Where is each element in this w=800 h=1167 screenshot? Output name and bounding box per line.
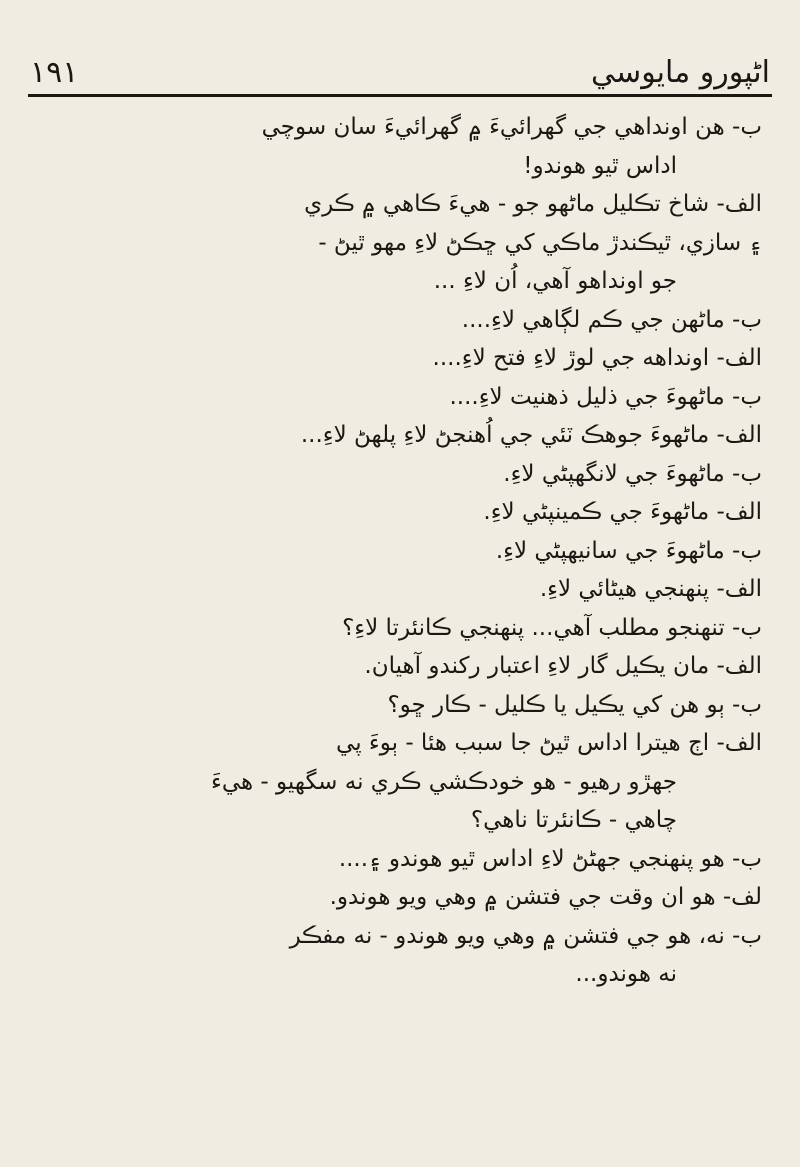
text-line: الف- پنهنجي هيڻائي لاءِ. (539, 576, 762, 602)
text-line: جهڙو رهيو - هو خودڪشي ڪري نه سگهيو - هيءَ (211, 768, 677, 795)
text-line: اداس ٿيو هوندو! (523, 152, 677, 179)
text-line: چاهي - ڪانئرتا ناهي؟ (470, 807, 677, 833)
text-line: ب- ماڻهن جي ڪم لڳاهي لاءِ.... (461, 306, 762, 333)
text-line: ب- نه، هو جي فتشن ۾ وهي ويو هوندو - نه مفڪر (289, 922, 762, 949)
text-line: الف- ماڻهوءَ جي ڪمينپڻي لاءِ. (483, 499, 762, 525)
text-line: ۽ سازي، ٿيڪندڙ ماڪي کي ڇڪڻ لاءِ مهو ٿيڻ - (318, 229, 762, 256)
text-line: ب- ماڻهوءَ جي سانيهپڻي لاءِ. (495, 537, 762, 564)
text-line: ب- ٻو هن کي يڪيل يا ڪليل - ڪار ڇو؟ (387, 691, 762, 718)
text-line: الف- مان يڪيل گار لاءِ اعتبار رکندو آهيان. (364, 653, 762, 679)
page-number: ١٩١ (30, 55, 79, 90)
header-rule (28, 94, 772, 97)
text-line: جو اونداهو آهي، اُن لاءِ ... (433, 268, 677, 294)
text-line: الف- شاخ تڪليل ماڻهو جو - هيءَ ڪاهي ۾ ڪري (304, 191, 762, 217)
running-title: اڻپورو مايوسي (591, 55, 770, 90)
text-line: ب- هو پنهنجي جهڻڻ لاءِ اداس ٿيو هوندو ۽.... (338, 845, 762, 872)
text-line: ب- هن اونداهي جي گهرائيءَ ۾ گهرائيءَ سان سوچي (261, 114, 762, 140)
text-line: الف- ماڻهوءَ جوهڪ ٽئي جي اُهنجڻ لاءِ پلهڻ لاءِ... (300, 422, 762, 448)
text-line: ب- ماڻهوءَ جي لانگهپڻي لاءِ. (503, 460, 762, 487)
page-header (30, 40, 770, 90)
text-line: الف- اڄ هيترا اداس ٿيڻ جا سبب هئا - ٻوءَ پي (336, 730, 762, 756)
text-line: الف- اونداهه جي لوڙ لاءِ فتح لاءِ.... (432, 345, 762, 371)
text-line: ب- تنهنجو مطلب آهي... پنهنجي ڪانئرتا لاءِ؟ (342, 614, 762, 641)
dialogue-text (40, 108, 762, 994)
text-line: نه هوندو... (575, 961, 677, 987)
text-line: ب- ماڻهوءَ جي ذليل ذهنيت لاءِ.... (449, 383, 762, 410)
text-line: لف- هو ان وقت جي فتشن ۾ وهي ويو هوندو. (329, 884, 762, 910)
